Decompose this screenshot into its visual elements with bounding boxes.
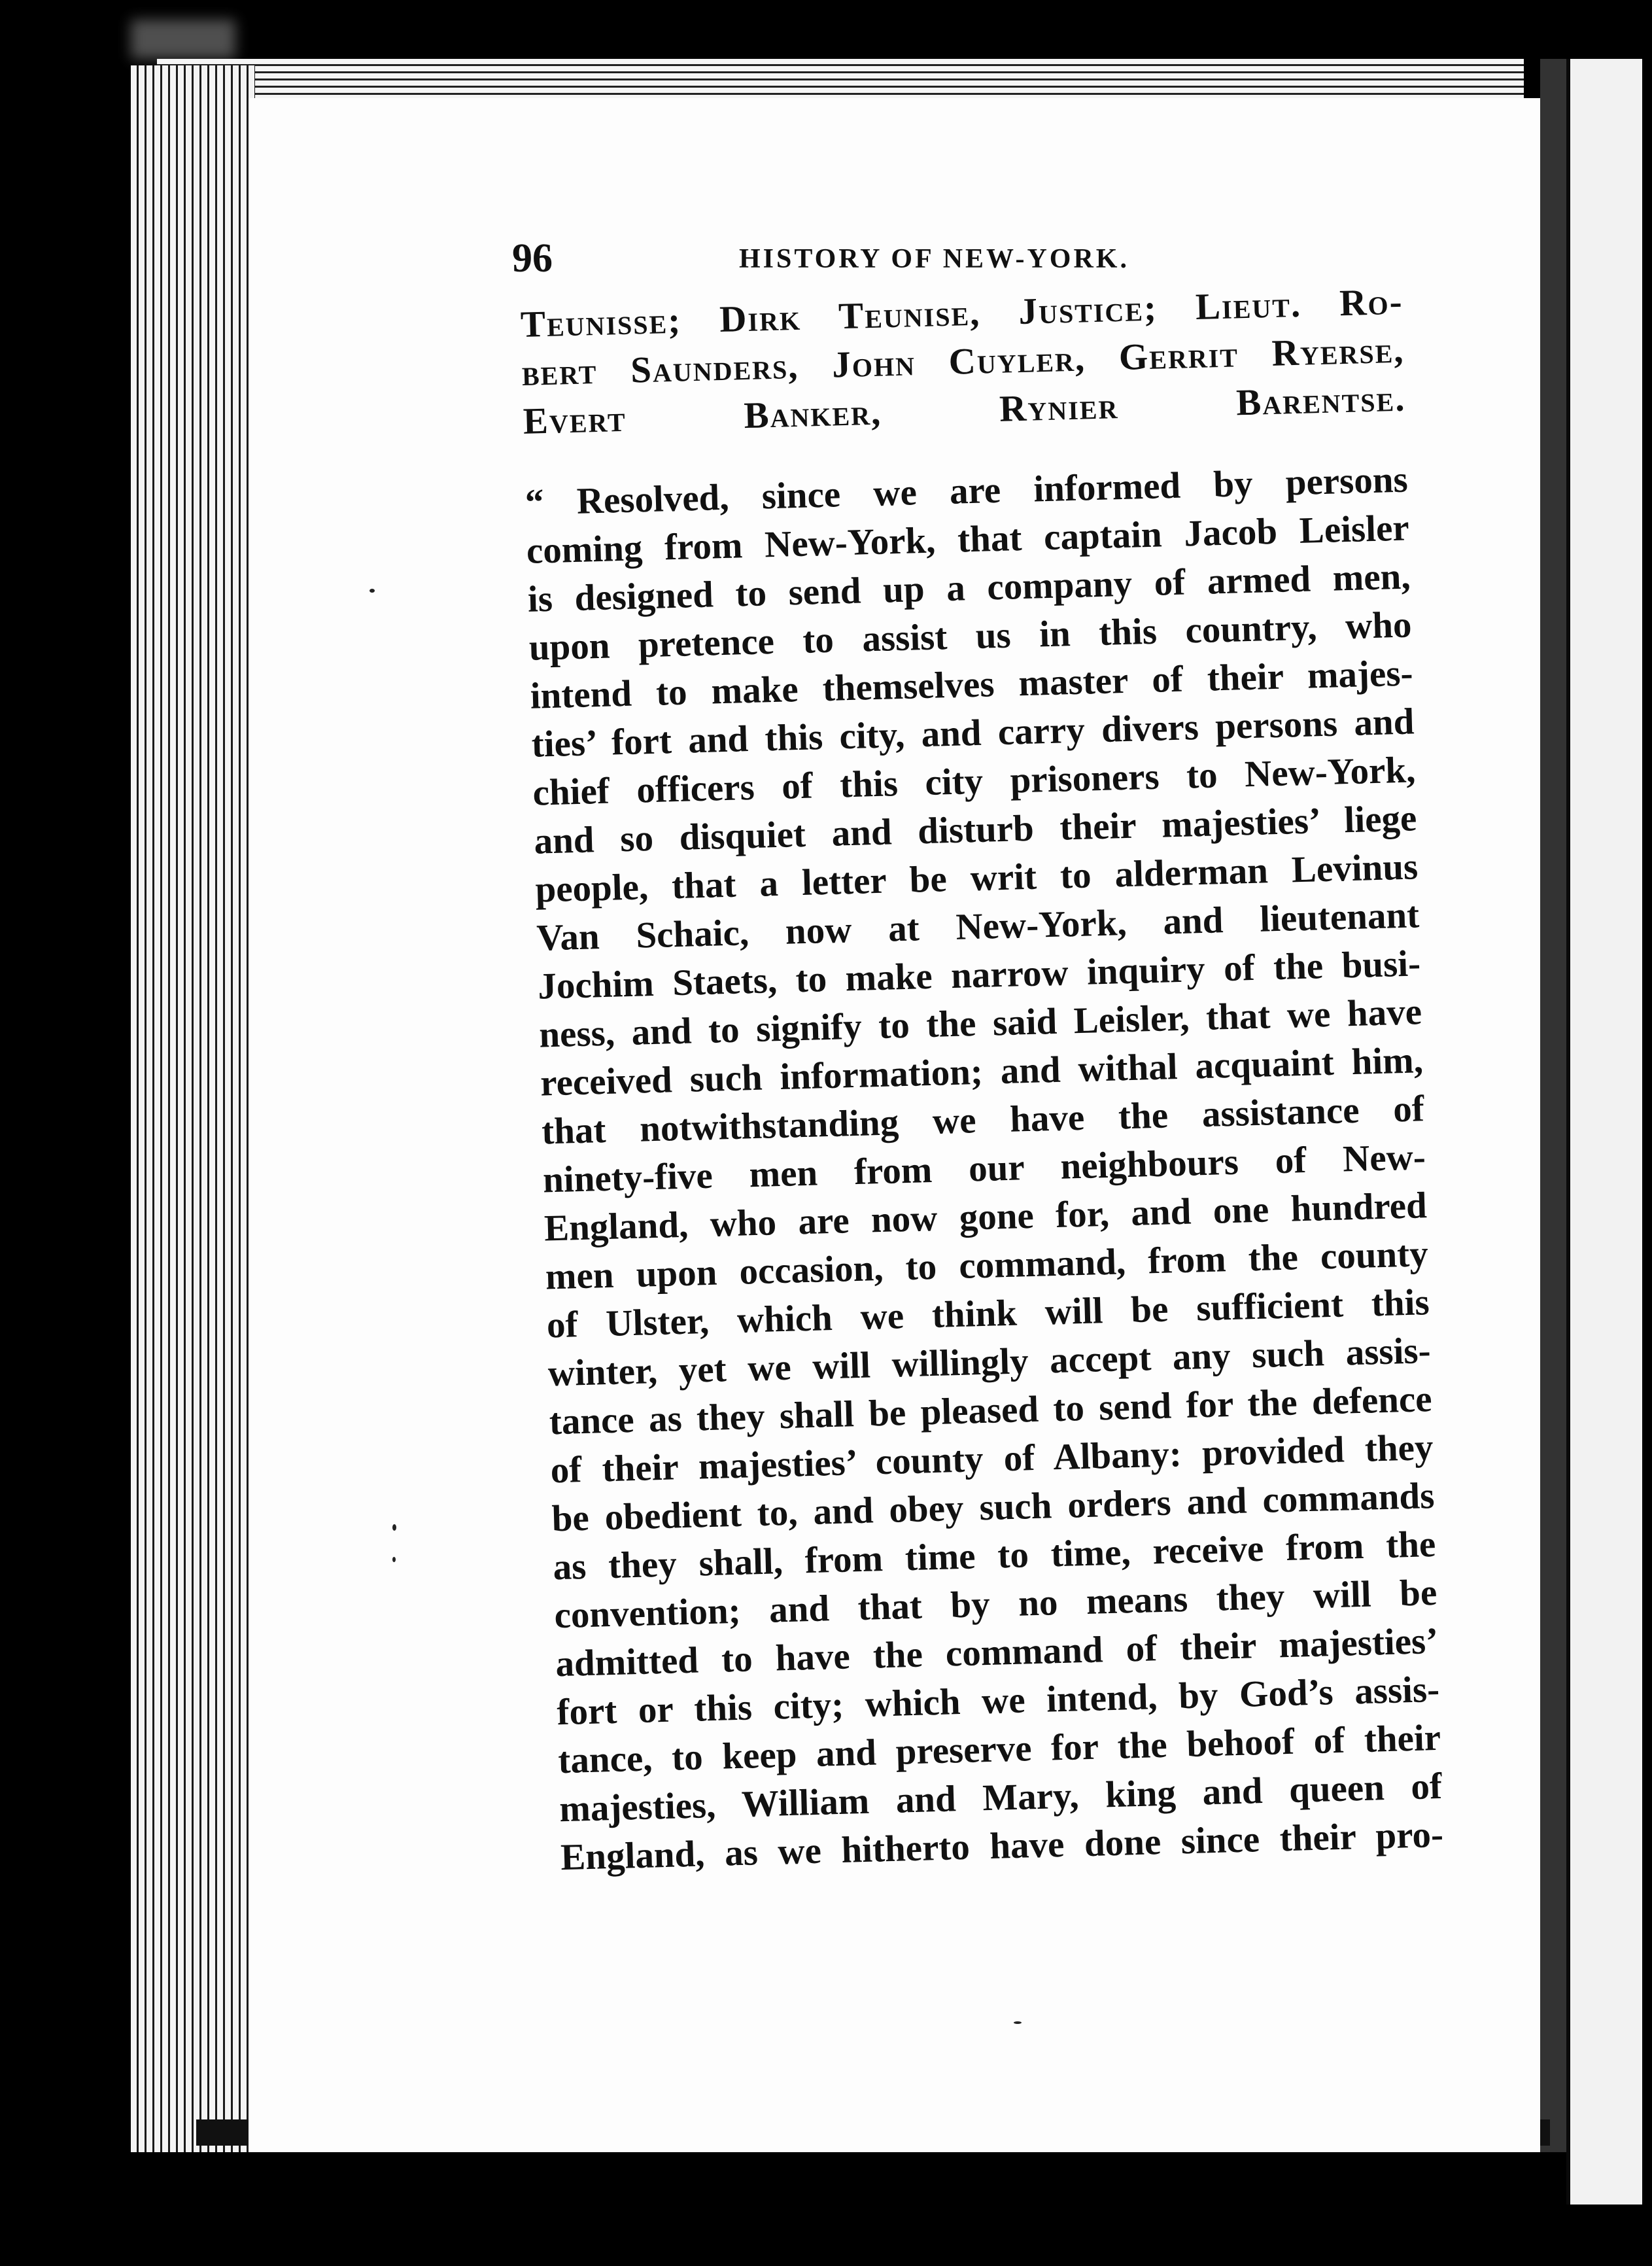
body-line: majesties, William and Mary, king and queen of bbox=[559, 1765, 1443, 1830]
body-line: be obedient to, and obey such orders and commands bbox=[551, 1475, 1436, 1540]
body-line: people, that a letter be writ to alderman Levinus bbox=[534, 846, 1419, 911]
body-line: of their majesties’ county of Albany: provided they bbox=[549, 1427, 1434, 1491]
body-line: winter, yet we will willingly accept any such assis- bbox=[547, 1330, 1432, 1395]
facing-page-edge bbox=[1566, 59, 1642, 2205]
body-line: Van Schaic, now at New-York, and lieutenant bbox=[536, 894, 1420, 959]
body-line: ninety-five men from our neighbours of New- bbox=[542, 1136, 1426, 1201]
body-line: is designed to send up a company of armed men, bbox=[527, 555, 1411, 620]
body-line: as they shall, from time to time, receive from the bbox=[552, 1524, 1437, 1588]
body-line: that notwithstanding we have the assistance of bbox=[541, 1088, 1425, 1153]
body-line: ties’ fort and this city, and carry divers persons and bbox=[530, 701, 1415, 765]
book-gutter bbox=[1540, 59, 1566, 2152]
scan-speck bbox=[1014, 2021, 1022, 2024]
body-line: coming from New-York, that captain Jacob Leisler bbox=[526, 507, 1410, 572]
body-line: received such information; and withal acquaint him, bbox=[540, 1039, 1424, 1104]
body-line: men upon occasion, to command, from the county bbox=[545, 1233, 1429, 1298]
body-line: fort or this city; which we intend, by God’s assis- bbox=[556, 1668, 1440, 1734]
body-line: England, who are now gone for, and one hundred bbox=[543, 1185, 1428, 1249]
names-line: bert Saunders, John Cuyler, Gerrit Ryerse, bbox=[521, 329, 1405, 394]
body-line: upon pretence to assist us in this country, who bbox=[528, 604, 1413, 669]
running-header: HISTORY OF NEW-YORK. bbox=[739, 244, 1129, 274]
page-number: 96 bbox=[512, 236, 553, 281]
body-line: ness, and to signify to the said Leisler, that we have bbox=[538, 991, 1422, 1056]
body-line: convention; and that by no means they will be bbox=[553, 1571, 1437, 1637]
body-line: intend to make themselves master of their majes- bbox=[529, 652, 1414, 717]
scan-speck bbox=[392, 1524, 396, 1531]
body-line: tance, to keep and preserve for the behoof of their bbox=[557, 1717, 1441, 1782]
body-line: of Ulster, which we think will be sufficient this bbox=[546, 1281, 1430, 1346]
body-line: and so disquiet and disturb their majesties’ liege bbox=[533, 797, 1417, 862]
names-line: Teunisse; Dirk Teunise, Justice; Lieut. Ro- bbox=[520, 281, 1404, 345]
body-line: England, as we hitherto have done since their pro- bbox=[560, 1813, 1444, 1879]
names-line: Evert Banker, Rynier Barentse. bbox=[523, 377, 1407, 442]
body-line: chief officers of this city prisoners to New-York, bbox=[532, 749, 1417, 814]
body-line: tance as they shall be pleased to send for the defence bbox=[549, 1378, 1433, 1443]
scan-speck bbox=[370, 589, 375, 593]
scan-smudge bbox=[131, 20, 235, 59]
scan-speck bbox=[392, 1557, 396, 1562]
body-line: admitted to have the command of their majesties’ bbox=[555, 1620, 1439, 1685]
body-line: “ Resolved, since we are informed by persons bbox=[525, 459, 1409, 523]
body-line: Jochim Staets, to make narrow inquiry of the busi- bbox=[537, 943, 1421, 1007]
page-text bbox=[520, 278, 1444, 1883]
stacked-page-edges-left bbox=[131, 65, 255, 2152]
